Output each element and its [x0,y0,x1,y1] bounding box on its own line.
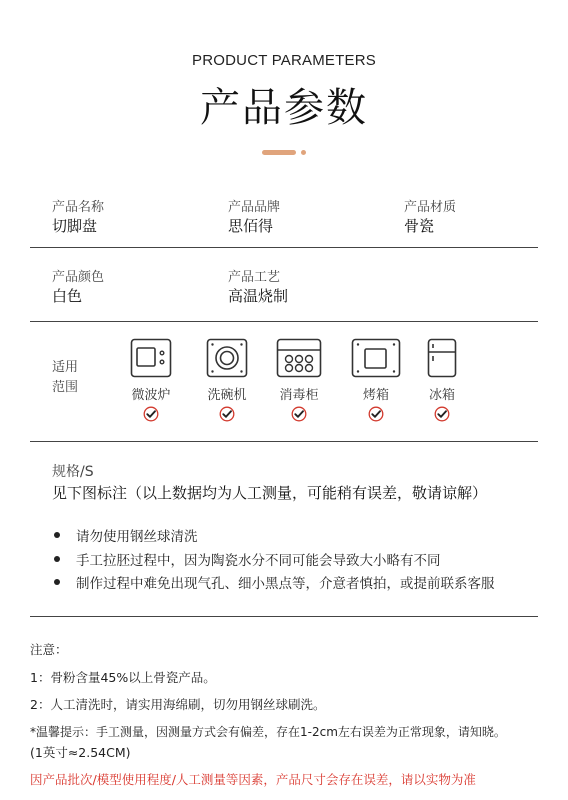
inch-conversion: (1英寸≈2.54CM) [30,745,131,760]
bullet-dot [54,579,60,585]
param-label-brand: 产品品牌 [228,200,281,215]
scope-item-microwave: 微波炉 [131,388,171,403]
fridge-icon [427,338,457,378]
divider [30,616,538,617]
bullet-dot [54,532,60,538]
notes-heading: 注意： [30,642,68,657]
check-icon [434,406,450,422]
param-value-name: 切脚盘 [52,217,98,235]
bullet-item: 请勿使用钢丝球清洗 [76,529,198,545]
bullet-item: 手工拉胚过程中，因为陶瓷水分不同可能会导致大小略有不同 [76,553,441,569]
check-icon [219,406,235,422]
scope-label-line1: 适用 [52,360,79,375]
scope-item-fridge: 冰箱 [428,388,455,403]
oven-icon [351,338,401,378]
divider [30,441,538,442]
param-label-material: 产品材质 [404,200,457,215]
param-value-material: 骨瓷 [404,217,435,235]
param-value-brand: 思佰得 [228,217,274,235]
title-en: PRODUCT PARAMETERS [192,52,376,69]
size-disclaimer: 因产品批次/模型使用程度/人工测量等因素，产品尺寸会存在误差，请以实物为准 [30,772,476,787]
note-line: 1：骨粉含量45%以上骨瓷产品。 [30,670,216,685]
title-cn: 产品参数 [200,85,368,131]
param-label-process: 产品工艺 [228,270,281,285]
warm-tip: *温馨提示：手工测量，因测量方式会有偏差，存在1-2cm左右误差为正常现象，请知晓。 [30,725,506,739]
check-icon [368,406,384,422]
title-accent-dot [301,150,306,155]
divider [30,321,538,322]
param-value-process: 高温烧制 [228,287,289,305]
scope-item-dishwasher: 洗碗机 [207,388,247,403]
divider [30,247,538,248]
spec-note: 见下图标注（以上数据均为人工测量，可能稍有误差，敬请谅解） [52,484,488,502]
scope-label-line2: 范围 [52,380,79,395]
scope-item-sterilizer: 消毒柜 [279,388,319,403]
note-line: 2：人工清洗时，请实用海绵刷，切勿用钢丝球刷洗。 [30,697,326,712]
param-label-color: 产品颜色 [52,270,105,285]
bullet-dot [54,556,60,562]
check-icon [143,406,159,422]
dishwasher-icon [206,338,248,378]
spec-label: 规格/S [52,464,94,480]
param-value-color: 白色 [52,287,83,305]
microwave-icon [130,338,172,378]
param-label-name: 产品名称 [52,200,105,215]
sterilizer-icon [276,338,322,378]
bullet-item: 制作过程中难免出现气孔、细小黑点等，介意者慎拍，或提前联系客服 [76,576,495,592]
scope-item-oven: 烤箱 [362,388,389,403]
title-accent-bar [262,150,296,155]
check-icon [291,406,307,422]
scope-label [52,358,78,398]
